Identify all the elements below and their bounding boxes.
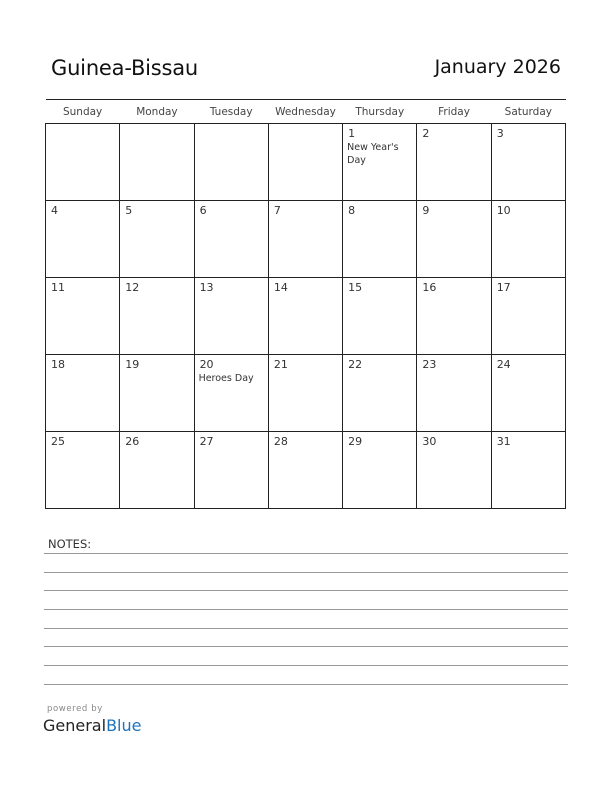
day-number: 24 xyxy=(496,358,511,371)
notes-line xyxy=(44,665,568,666)
weekday-thursday: Thursday xyxy=(343,100,417,124)
day-cell xyxy=(343,278,417,355)
day-number: 7 xyxy=(273,204,281,217)
day-cell xyxy=(46,201,120,278)
calendar-grid xyxy=(45,99,566,509)
day-number: 12 xyxy=(125,281,140,294)
day-cell xyxy=(491,124,565,201)
week-row xyxy=(46,432,566,509)
day-number: 27 xyxy=(199,435,214,448)
day-cell xyxy=(46,124,120,201)
day-cell xyxy=(120,201,194,278)
day-cell xyxy=(194,124,268,201)
day-cell xyxy=(268,201,342,278)
day-number: 8 xyxy=(348,204,356,217)
week-row xyxy=(46,278,566,355)
notes-line xyxy=(44,553,568,554)
weekday-wednesday: Wednesday xyxy=(268,100,342,124)
day-cell xyxy=(417,355,491,432)
day-number: 29 xyxy=(348,435,363,448)
day-number: 16 xyxy=(422,281,437,294)
holiday-label: Heroes Day xyxy=(198,373,254,384)
notes-line xyxy=(44,609,568,610)
day-cell xyxy=(194,278,268,355)
holiday-label: New Year's Day xyxy=(347,142,399,166)
day-cell xyxy=(417,201,491,278)
day-cell xyxy=(46,278,120,355)
week-row xyxy=(46,355,566,432)
day-number: 13 xyxy=(199,281,214,294)
day-number: 28 xyxy=(273,435,288,448)
day-number: 19 xyxy=(125,358,140,371)
day-number: 26 xyxy=(125,435,140,448)
weekday-monday: Monday xyxy=(120,100,194,124)
day-cell xyxy=(343,201,417,278)
day-number: 22 xyxy=(348,358,363,371)
notes-line xyxy=(44,684,568,685)
day-cell xyxy=(343,355,417,432)
weekday-friday: Friday xyxy=(417,100,491,124)
day-cell xyxy=(491,278,565,355)
day-cell xyxy=(194,432,268,509)
day-number: 17 xyxy=(496,281,511,294)
day-cell xyxy=(268,278,342,355)
weekday-sunday: Sunday xyxy=(46,100,120,124)
day-number: 6 xyxy=(199,204,207,217)
week-row xyxy=(46,124,566,201)
day-cell xyxy=(417,124,491,201)
weekday-tuesday: Tuesday xyxy=(194,100,268,124)
day-number: 1 xyxy=(348,127,356,140)
day-cell xyxy=(194,355,268,432)
generalblue-logo xyxy=(43,716,141,735)
day-number: 30 xyxy=(422,435,437,448)
weekday-saturday: Saturday xyxy=(491,100,565,124)
day-cell xyxy=(343,432,417,509)
day-number: 25 xyxy=(51,435,65,448)
day-number: 10 xyxy=(496,204,511,217)
week-row xyxy=(46,201,566,278)
day-cell xyxy=(268,355,342,432)
day-number: 4 xyxy=(51,204,58,217)
weekday-header-row xyxy=(46,100,566,124)
day-cell xyxy=(46,432,120,509)
day-cell xyxy=(268,124,342,201)
day-number: 21 xyxy=(273,358,288,371)
day-cell xyxy=(120,278,194,355)
notes-line xyxy=(44,572,568,573)
day-cell xyxy=(46,355,120,432)
day-number: 18 xyxy=(51,358,65,371)
notes-line xyxy=(44,590,568,591)
day-cell xyxy=(194,201,268,278)
notes-line xyxy=(44,628,568,629)
day-number: 23 xyxy=(422,358,437,371)
day-cell xyxy=(491,355,565,432)
day-number: 11 xyxy=(51,281,65,294)
day-cell xyxy=(120,124,194,201)
day-cell xyxy=(417,278,491,355)
month-title: January 2026 xyxy=(434,56,561,78)
day-number: 5 xyxy=(125,204,133,217)
day-number: 31 xyxy=(496,435,511,448)
day-cell xyxy=(491,201,565,278)
day-number: 14 xyxy=(273,281,288,294)
day-number: 9 xyxy=(422,204,430,217)
day-cell xyxy=(268,432,342,509)
country-title: Guinea-Bissau xyxy=(51,56,199,80)
powered-by-text: powered by xyxy=(47,704,103,714)
day-cell xyxy=(120,355,194,432)
day-cell xyxy=(343,124,417,201)
day-number: 20 xyxy=(199,358,214,371)
notes-label: NOTES: xyxy=(48,537,92,551)
day-cell xyxy=(120,432,194,509)
day-cell xyxy=(491,432,565,509)
brand-blue: Blue xyxy=(106,716,142,735)
day-number: 2 xyxy=(422,127,430,140)
day-number: 3 xyxy=(496,127,504,140)
notes-line xyxy=(44,646,568,647)
day-cell xyxy=(417,432,491,509)
day-number: 15 xyxy=(348,281,363,294)
brand-general: General xyxy=(43,716,107,735)
